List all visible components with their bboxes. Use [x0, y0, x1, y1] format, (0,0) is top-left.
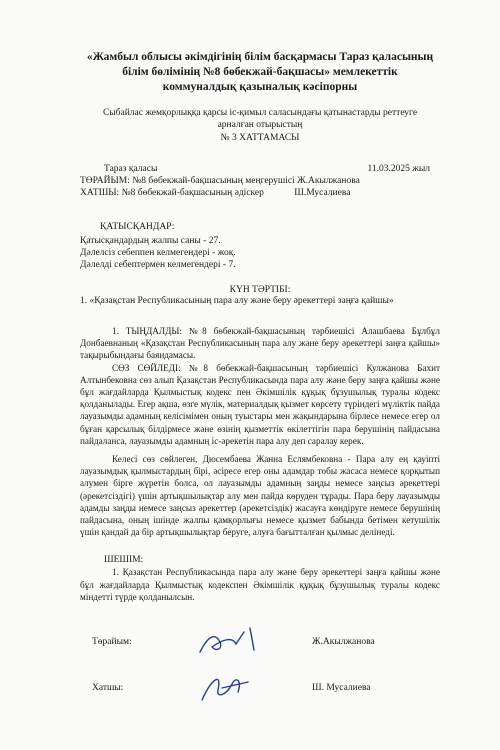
protocol-number: № 3 ХАТТАМАСЫ [220, 133, 300, 143]
attendance-total: Қатысқандардың жалпы саны - 27. [80, 236, 221, 246]
secretary-name: Ш.Мусалиева [294, 188, 351, 198]
subtitle-line-2: арналған отырыстың [217, 120, 303, 130]
attendance-invalid-absent: Дәлелді себептермен келмегендері - 7. [80, 260, 236, 270]
document-subtitle [80, 107, 440, 131]
chair-line: ТӨРАЙЫМ: №8 бөбекжай-бақшасының меңгерушісі Ж.Акылжанова [80, 176, 360, 186]
secretary-label: Хатшы: [92, 683, 124, 693]
secretary-signature-image [192, 668, 282, 708]
chair-name: Ж.Акылжанова [312, 637, 375, 647]
attendance-valid-absent: Дәлелсіз себеппен келмегендері - жоқ. [80, 248, 236, 258]
decision-heading: ШЕШІМ: [104, 555, 144, 566]
secretary-signature-row [92, 668, 440, 708]
attendance-heading: ҚАТЫСҚАНДАР: [100, 222, 175, 232]
decision-text: 1. Қазақстан Республикасында пара алу және беру әрекеттері заңға қайшы және бұл жағдайларда Қылмыстық кодекспен Әкімшілік құқық бұзушылық туралы кодекс міндетті түрде қолданылсын. [80, 567, 440, 602]
secretary-role: ХАТШЫ: №8 бөбекжай-бақшасының әдіскер [80, 188, 264, 198]
chair-signature-row [92, 622, 440, 662]
date: 11.03.2025 жыл [367, 164, 430, 174]
paragraph-next-speaker: Келесі сөз сөйлеген, Дюсембаева Жанна Еслямбековна - Пара алу ең қауіпті лауазымдық қылмыстардың бірі, әсіресе егер оны адамдар тобы жасаса немесе қорқытып алумен бірге жүретін болса, ол лауазымды адамның заңды немесе заңсыз әрекеттері (әрекетсіздігі) үшін артықшылықтар алу мен пайда көруден тұрады. Пара беру лауазымды адамды заңды немесе заңсыз әрекеттер (әрекетсіздік) жасауға көндіруге немесе берушінің пайдасына, оның ішінде жалпы қамқорлығы немесе қызмет бабында бетімен кетушілік үшін қандай да бір артықшылықтар беруге, алуға бағытталған қылмыс делінеді. [80, 454, 440, 538]
city: Тараз қаласы [104, 164, 158, 174]
paragraph-heard: 1. ТЫҢДАЛДЫ: №8 бөбекжай-бақшасының тәрбиешісі Алашбаева Бұлбұл Донбаевнаның «Қазақстан Республикасының пара алу және беру әрекеттері заңға қайшы» тақырыбындағы баяндамасы. [80, 326, 440, 361]
city-date-row [80, 163, 440, 175]
paragraph-spoke: СӨЗ СӨЙЛЕДІ: №8 бөбекжай-бақшасының тәрбиешісі Кулжанова Бахит Алтынбековна сөз алып Қазақстан Республикасында пара алу және беру заңға қайшы және бұл жағдайларда Қылмыстық кодекс пен Әкімшілік құқық бұзушылық туралы кодекс қолданылады. Егер ақша, өзге мүлік, материалдық қызмет көрсету түріндегі мүліктік пайда лауазымды адамның келісімімен оның туыстары мен жақындарына бірлесе немесе егер ол бұған қарсылық білдірмесе және өзінің қызметтік өкілеттігін пара берушінің пайдасына пайдаланса, лауазымды адамның іс-әрекетін пара алу деп саралау керек. [80, 362, 440, 446]
agenda-heading: КҮН ТӘРТІБІ: [229, 285, 291, 295]
chair-signature-image [192, 622, 282, 662]
agenda-item-1: 1. «Қазақстан Республикасының пара алу және беру әрекеттері заңға қайшы» [80, 296, 394, 306]
secretary-signature-name: Ш. Мусалиева [312, 683, 371, 693]
subtitle-line-1: Сыбайлас жемқорлыққа қарсы іс-қимыл саласындағы қатынастарды реттеуге [102, 108, 418, 118]
secretary-line [80, 187, 440, 199]
chair-label: Төрайым: [92, 637, 132, 647]
document-title: «Жамбыл облысы әкімдігінің білім басқармасы Тараз қаласының білім бөлімінің №8 бөбекжай-бақшасы» мемлекеттік коммуналдық қазыналық кәсіпорны [86, 51, 434, 93]
